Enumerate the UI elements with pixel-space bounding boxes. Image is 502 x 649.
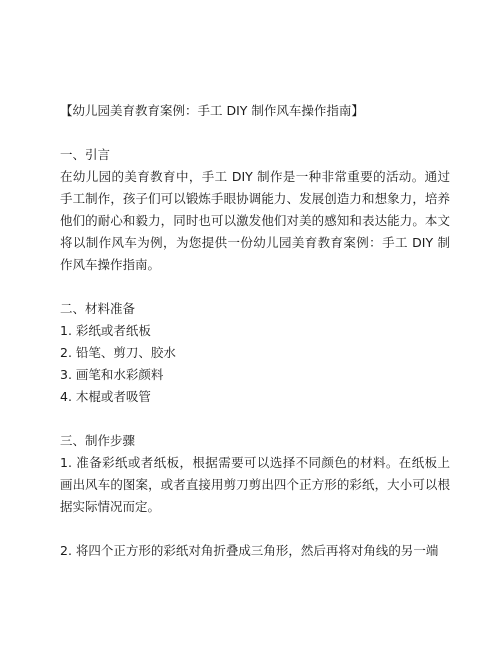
- section-heading-materials: 二、材料准备: [60, 301, 136, 316]
- section-steps: [60, 430, 450, 562]
- step-paragraph: 1. 准备彩纸或者纸板，根据需要可以选择不同颜色的材料。在纸板上画出风车的图案，或者直接用剪刀剪出四个正方形的彩纸，大小可以根据实际情况而定。: [60, 455, 450, 514]
- section-heading-introduction: 一、引言: [60, 147, 111, 162]
- section-introduction: [60, 144, 450, 276]
- section-heading-steps: 三、制作步骤: [60, 433, 136, 448]
- materials-list: [60, 320, 450, 408]
- document-page: [60, 100, 450, 584]
- introduction-paragraph: 在幼儿园的美育教育中，手工 DIY 制作是一种非常重要的活动。通过手工制作，孩子们可以锻炼手眼协调能力、发展创造力和想象力，培养他们的耐心和毅力，同时也可以激发他们对美的感知和表达能力。本文将以制作风车为例，为您提供一份幼儿园美育教育案例：手工 DIY 制作风车操作指南。: [60, 169, 450, 272]
- section-materials: [60, 298, 450, 408]
- list-item: 4. 木棍或者吸管: [60, 389, 151, 404]
- list-item: 2. 铅笔、剪刀、胶水: [60, 345, 176, 360]
- step-paragraph: 2. 将四个正方形的彩纸对角折叠成三角形，然后再将对角线的另一端: [60, 543, 439, 558]
- list-item: 3. 画笔和水彩颜料: [60, 367, 164, 382]
- document-title: 【幼儿园美育教育案例：手工 DIY 制作风车操作指南】: [60, 103, 364, 118]
- list-item: 1. 彩纸或者纸板: [60, 323, 151, 338]
